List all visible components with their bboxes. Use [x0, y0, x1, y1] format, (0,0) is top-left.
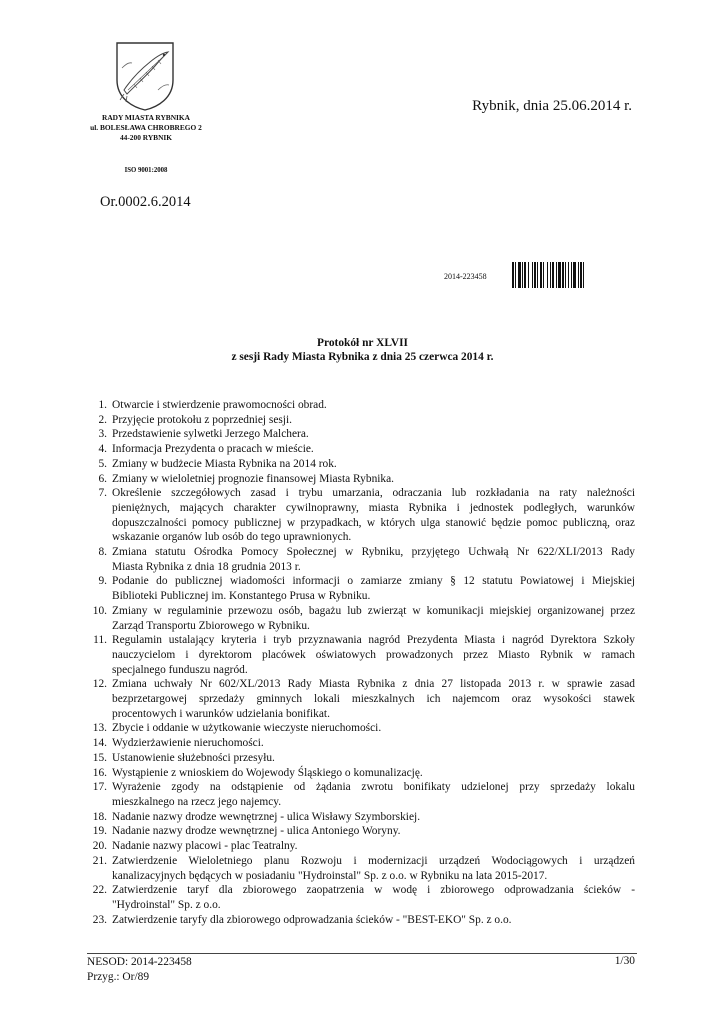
footer-divider — [87, 953, 637, 954]
place-date: Rybnik, dnia 25.06.2014 r. — [472, 98, 632, 114]
agenda-item-number: 6. — [98, 472, 107, 485]
agenda-item-number: 21. — [92, 854, 107, 867]
agenda-item-line: kanalizacyjnych będących w posiadaniu "Hydroinstal" Sp. z o.o. w Rybniku na lata 2015-2017. — [112, 869, 548, 882]
agenda-item-number: 22. — [92, 884, 107, 897]
agenda-list — [87, 398, 635, 927]
agenda-item-line: bezprzetargowej sprzedaży gminnych lokali mieszkalnych ich najemcom oraz wysokości stawek — [112, 693, 635, 706]
barcode-bar — [571, 262, 572, 288]
agenda-item-text — [112, 486, 635, 545]
council-name: RADY MIASTA RYBNIKA — [101, 113, 191, 122]
barcode-bar — [515, 262, 516, 288]
agenda-item — [87, 398, 635, 413]
agenda-item-number: 18. — [92, 810, 107, 823]
agenda-item — [87, 457, 635, 472]
barcode-bar — [524, 262, 526, 288]
agenda-item-line: Zatwierdzenie taryfy dla zbiorowego odprowadzania ścieków - "BEST-EKO" Sp. z o.o. — [112, 913, 512, 926]
council-street: ul. BOLESŁAWA CHROBREGO 2 — [90, 123, 202, 132]
agenda-item — [87, 486, 635, 545]
barcode-bar — [547, 262, 548, 288]
agenda-item-line: wskazanie organów lub osób do tego uprawnionych. — [112, 531, 352, 544]
barcode-bar — [568, 262, 569, 288]
agenda-item-number: 14. — [92, 737, 107, 750]
agenda-item — [87, 751, 635, 766]
agenda-item-number: 4. — [98, 443, 107, 456]
document-id: 2014-223458 — [444, 272, 487, 281]
barcode-bar — [578, 262, 579, 288]
agenda-item-text — [112, 751, 635, 766]
agenda-item-number: 19. — [92, 825, 107, 838]
barcode-bar — [518, 262, 521, 288]
agenda-item-text — [112, 780, 635, 809]
barcode-bar — [543, 262, 544, 288]
agenda-item-line: nauczycielom i dyrektorom placówek oświatowych prowadzonych przez Miasto Rybnik w ramach — [112, 648, 635, 661]
agenda-item-line: "Hydroinstal" Sp. z o.o. — [112, 898, 221, 911]
agenda-item-text — [112, 574, 635, 603]
agenda-item — [87, 413, 635, 428]
agenda-item-line: dopuszczalności pomocy publicznej w przypadkach, w których ulga stanowić będzie pomoc publiczną, oraz — [112, 516, 635, 529]
agenda-item — [87, 736, 635, 751]
agenda-item-line: Określenie szczegółowych zasad i trybu umarzania, odraczania lub rozkładania na raty należności — [112, 487, 635, 500]
agenda-item-number: 7. — [98, 487, 107, 500]
agenda-item-number: 12. — [92, 678, 107, 691]
barcode-bar — [562, 262, 564, 288]
agenda-item-line: Zarząd Transportu Zbiorowego w Rybniku. — [112, 619, 310, 632]
agenda-item-text — [112, 721, 635, 736]
footer-prepared-by: Przyg.: Or/89 — [87, 970, 150, 983]
agenda-item-text — [112, 736, 635, 751]
agenda-item — [87, 854, 635, 883]
agenda-item-line: Ustanowienie służebności przesyłu. — [112, 751, 275, 764]
council-city: 44-200 RYBNIK — [119, 133, 173, 142]
barcode-bar — [583, 262, 584, 288]
agenda-item-text — [112, 457, 635, 472]
agenda-item-line: Wyrażenie zgody na odstąpienie od żądania zwrotu bonifikaty udzielonej przy sprzedaży lokalu — [112, 781, 635, 794]
agenda-item — [87, 824, 635, 839]
agenda-item — [87, 810, 635, 825]
barcode-bar — [532, 262, 533, 288]
protocol-subtitle: z sesji Rady Miasta Rybnika z dnia 25 czerwca 2014 r. — [231, 351, 494, 363]
agenda-item-text — [112, 545, 635, 574]
barcode-bar — [540, 262, 542, 288]
agenda-item-text — [112, 824, 635, 839]
agenda-item — [87, 472, 635, 487]
barcode-bar — [565, 262, 566, 288]
agenda-item-line: Zmiana uchwały Nr 602/XL/2013 Rady Miasta Rybnika z dnia 27 listopada 2013 r. w sprawie zasad — [112, 678, 635, 691]
agenda-item-line: Otwarcie i stwierdzenie prawomocności obrad. — [112, 399, 327, 411]
agenda-item-line: Wystąpienie z wnioskiem do Wojewody Śląskiego o komunalizację. — [112, 766, 423, 779]
agenda-item-line: Regulamin ustalający kryteria i tryb przyznawania nagród Prezydenta Miasta i nagród Dyrektora Szkoły — [112, 634, 635, 647]
agenda-item-line: Przedstawienie sylwetki Jerzego Malchera. — [112, 428, 309, 441]
agenda-item-line: Zbycie i oddanie w użytkowanie wieczyste nieruchomości. — [112, 722, 382, 735]
agenda-item-text — [112, 883, 635, 912]
barcode-bar — [556, 262, 557, 288]
agenda-item-line: Nadanie nazwy drodze wewnętrznej - ulica Wisławy Szymborskiej. — [112, 810, 421, 823]
reference-number: Or.0002.6.2014 — [100, 194, 191, 210]
agenda-item-line: Podanie do publicznej wiadomości informacji o zamiarze zmiany § 12 statutu Powiatowej i Miejskiej — [112, 575, 635, 588]
iso-certificate: ISO 9001:2008 — [124, 167, 168, 174]
agenda-item-line: pieniężnych, mających charakter cywilnoprawny, miasta Rybnika i jednostek podległych, warunków — [112, 501, 635, 514]
agenda-item-line: Zmiany w budżecie Miasta Rybnika na 2014 rok. — [112, 457, 337, 470]
page-number: 1/30 — [614, 955, 635, 967]
agenda-item — [87, 780, 635, 809]
agenda-item — [87, 604, 635, 633]
agenda-item-number: 3. — [98, 428, 107, 441]
barcode-bar — [552, 262, 554, 288]
barcode-bar — [537, 262, 538, 288]
agenda-item-text — [112, 854, 635, 883]
protocol-title: Protokół nr XLVII — [317, 337, 408, 349]
agenda-item — [87, 766, 635, 781]
agenda-item-line: Wydzierżawienie nieruchomości. — [112, 737, 264, 750]
agenda-item-line: Zmiana statutu Ośrodka Pomocy Społecznej w Rybniku, przyjętego Uchwałą Nr 622/XLI/2013 Rady — [112, 546, 635, 559]
agenda-item-line: Nadanie nazwy drodze wewnętrznej - ulica Antoniego Woryny. — [112, 825, 401, 838]
agenda-item — [87, 721, 635, 736]
barcode-bar — [528, 262, 529, 288]
agenda-item-number: 16. — [92, 766, 107, 779]
agenda-item — [87, 442, 635, 457]
agenda-item-text — [112, 413, 635, 428]
agenda-item-number: 20. — [92, 840, 107, 853]
agenda-item-line: Zatwierdzenie taryf dla zbiorowego zaopatrzenia w wodę i zbiorowego odprowadzania ścieków - — [112, 884, 635, 897]
agenda-item-text — [112, 472, 635, 487]
agenda-item-number: 11. — [93, 634, 107, 647]
agenda-item-line: Zmiany w regulaminie przewozu osób, bagażu lub zwierząt w komunikacji miejskiej organizowanej przez — [112, 604, 635, 617]
agenda-item — [87, 545, 635, 574]
barcode-bar — [522, 262, 523, 288]
agenda-item-number: 2. — [98, 413, 107, 426]
agenda-item-line: Zatwierdzenie Wieloletniego planu Rozwoju i modernizacji urządzeń Wodociągowych i urządzeń — [112, 854, 635, 867]
agenda-item-number: 15. — [92, 751, 107, 764]
footer-nesod: NESOD: 2014-223458 — [87, 956, 192, 968]
agenda-item — [87, 677, 635, 721]
agenda-item-line: Przyjęcie protokołu z poprzedniej sesji. — [112, 413, 292, 426]
agenda-item-line: Nadanie nazwy placowi - plac Teatralny. — [112, 840, 298, 853]
agenda-item-line: Miasta Rybnika z dnia 18 grudnia 2013 r. — [112, 560, 301, 573]
agenda-item-number: 13. — [92, 722, 107, 735]
agenda-item-number: 1. — [98, 399, 107, 411]
agenda-item — [87, 839, 635, 854]
council-header — [60, 113, 232, 143]
agenda-item-number: 23. — [92, 913, 107, 926]
barcode-bar — [573, 262, 576, 288]
agenda-item-text — [112, 677, 635, 721]
rybnik-coat-of-arms-icon — [114, 40, 176, 112]
agenda-item — [87, 633, 635, 677]
agenda-item-text — [112, 633, 635, 677]
agenda-item-number: 17. — [92, 781, 107, 794]
agenda-item-line: Informacja Prezydenta o pracach w mieście. — [112, 443, 314, 456]
agenda-item-text — [112, 398, 635, 413]
barcode-bar — [558, 262, 561, 288]
agenda-item-text — [112, 810, 635, 825]
agenda-item-line: specjalnego funduszu nagród. — [112, 663, 248, 676]
barcode-bar — [550, 262, 551, 288]
barcode-icon — [512, 262, 616, 288]
footer-left — [87, 955, 192, 984]
agenda-item — [87, 427, 635, 442]
barcode-bar — [512, 262, 514, 288]
agenda-item-number: 10. — [92, 604, 107, 617]
agenda-item-line: Biblioteki Publicznej im. Konstantego Prusa w Rybniku. — [112, 590, 371, 603]
agenda-item-text — [112, 913, 635, 928]
agenda-item-text — [112, 442, 635, 457]
agenda-item — [87, 883, 635, 912]
agenda-item-text — [112, 766, 635, 781]
agenda-item-line: procentowych i warunków udzielania bonifikat. — [112, 707, 330, 720]
agenda-item — [87, 574, 635, 603]
barcode-bar — [534, 262, 536, 288]
barcode-bar — [580, 262, 582, 288]
agenda-item-number: 5. — [98, 457, 107, 470]
agenda-item-number: 8. — [98, 546, 107, 559]
agenda-item — [87, 913, 635, 928]
agenda-item-text — [112, 427, 635, 442]
agenda-item-line: mieszkalnego na rzecz jego najemcy. — [112, 795, 282, 808]
agenda-item-line: Zmiany w wieloletniej prognozie finansowej Miasta Rybnika. — [112, 472, 395, 485]
agenda-item-number: 9. — [98, 575, 107, 588]
agenda-item-text — [112, 604, 635, 633]
agenda-item-text — [112, 839, 635, 854]
